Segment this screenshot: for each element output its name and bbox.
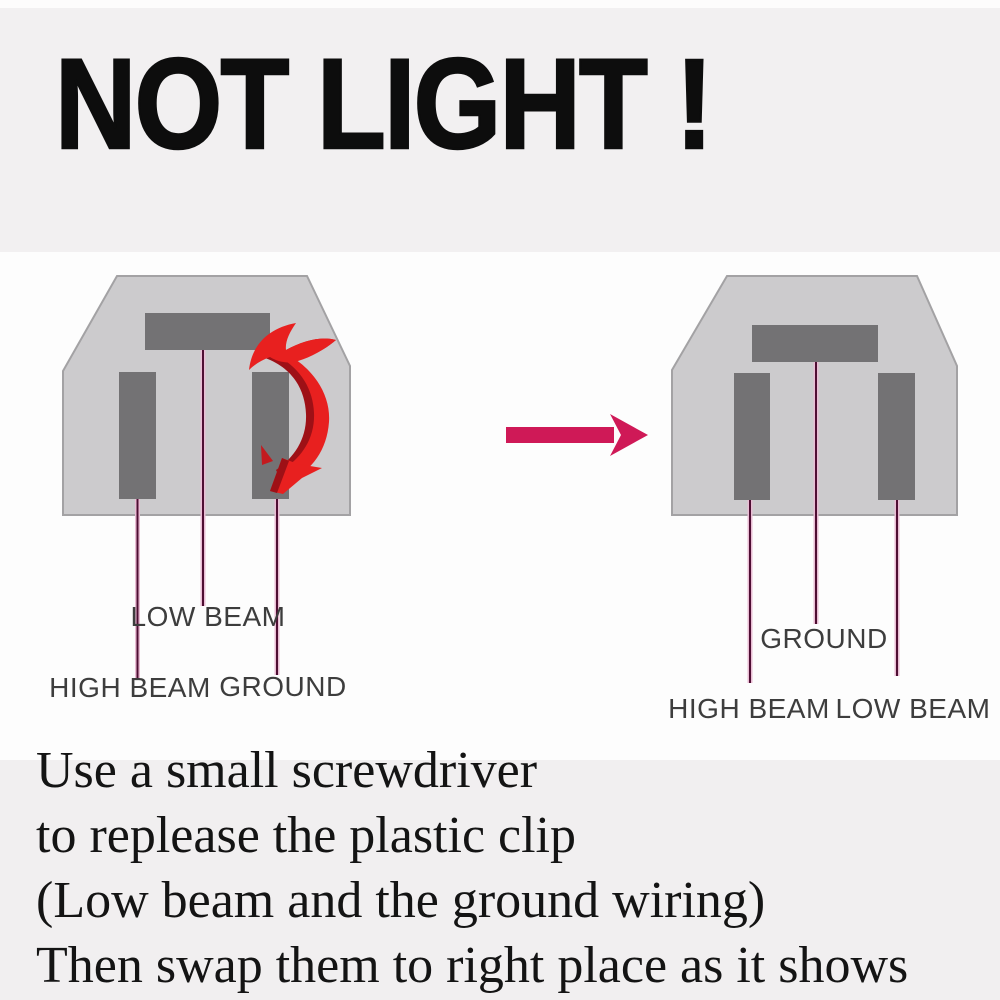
label-before-ground: GROUND (219, 671, 347, 702)
instruction-line-4: Then swap them to right place as it shows (36, 937, 909, 994)
instruction-line-3: (Low beam and the ground wiring) (36, 872, 766, 929)
page-title: NOT LIGHT ! (55, 33, 712, 176)
instructions-text (36, 738, 908, 998)
instruction-line-1: Use a small screwdriver (36, 742, 538, 799)
connector-after-right-slot (878, 373, 915, 500)
label-before-high-beam: HIGH BEAM (49, 672, 211, 703)
proceed-arrow-shaft (506, 427, 614, 443)
proceed-arrow-head (610, 414, 648, 456)
label-after-high-beam: HIGH BEAM (668, 693, 830, 724)
label-before-low-beam: LOW BEAM (130, 601, 286, 632)
label-after-ground: GROUND (760, 623, 888, 654)
proceed-arrow-icon (506, 414, 648, 456)
connector-before-top-slot (145, 313, 270, 350)
label-after-low-beam: LOW BEAM (835, 693, 991, 724)
instruction-line-2: to replease the plastic clip (36, 807, 577, 864)
connector-after-top-slot (752, 325, 878, 362)
connector-before-left-slot (119, 372, 156, 499)
connector-after-left-slot (734, 373, 770, 500)
